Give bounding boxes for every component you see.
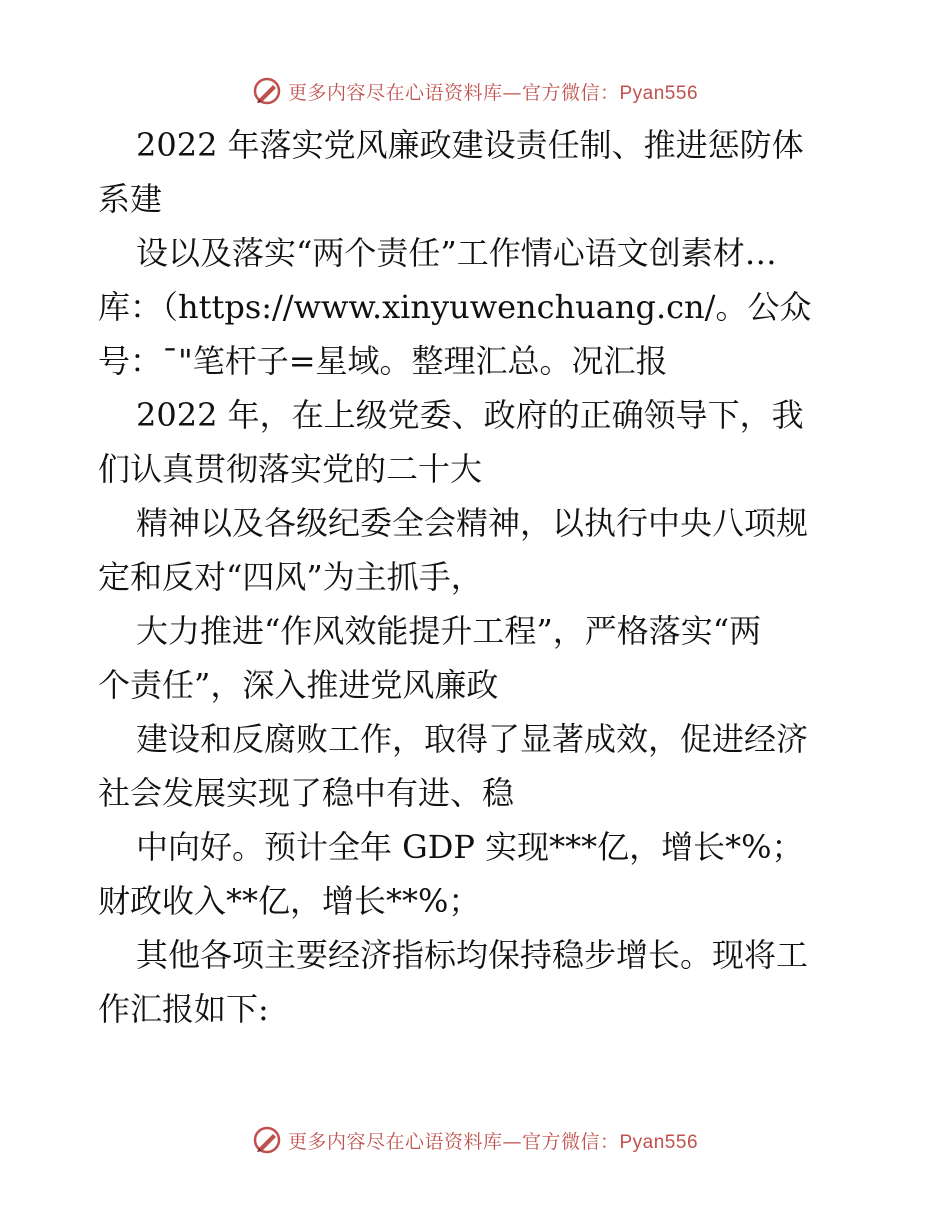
text-line: 精神以及各级纪委全会精神，以执行中央八项规	[136, 504, 809, 542]
watermark-text	[288, 1127, 698, 1154]
watermark-dash: —	[502, 1130, 522, 1153]
text-line: 中向好。预计全年 GDP 实现***亿，增长*%；	[136, 828, 804, 866]
text-line: 设以及落实“两个责任”工作情心语文创素材…	[136, 234, 777, 272]
text-line: 财政收入**亿，增长**%；	[98, 882, 481, 920]
watermark-wechat-id: Pyan556	[619, 82, 699, 104]
text-line: 其他各项主要经济指标均保持稳步增长。现将工	[136, 936, 809, 974]
text-line: 定和反对“四风”为主抓手，	[98, 558, 483, 596]
text-line: 2022 年，在上级党委、政府的正确领导下，我	[136, 396, 804, 434]
watermark-wechat-label: 官方微信：	[521, 81, 620, 104]
watermark-dash: —	[502, 81, 522, 104]
text-line: 们认真贯彻落实党的二十大	[98, 450, 483, 488]
watermark-site-text: 更多内容尽在心语资料库	[287, 81, 503, 104]
pen-logo-icon	[252, 1125, 282, 1155]
pen-logo-icon	[252, 76, 282, 106]
watermark-banner-bottom	[0, 1120, 950, 1160]
text-line: 库：（https://www.xinyuwenchuang.cn/。公众	[98, 288, 812, 326]
text-line: 系建	[98, 180, 163, 218]
watermark-banner-top	[0, 71, 950, 111]
text-line: 大力推进“作风效能提升工程”，严格落实“两	[136, 612, 762, 650]
watermark-text	[288, 78, 698, 105]
text-line: 个责任”，深入推进党风廉政	[98, 666, 499, 704]
watermark-wechat-label: 官方微信：	[521, 1130, 620, 1153]
text-line: 号：¯"笔杆子=星域。整理汇总。况汇报	[98, 342, 668, 380]
text-line: 建设和反腐败工作，取得了显著成效，促进经济	[136, 720, 809, 758]
document-body	[98, 118, 858, 1036]
text-line: 作汇报如下:	[98, 990, 269, 1028]
watermark-site-text: 更多内容尽在心语资料库	[287, 1130, 503, 1153]
text-line: 2022 年落实党风廉政建设责任制、推进惩防体	[136, 126, 804, 164]
watermark-wechat-id: Pyan556	[619, 1131, 699, 1153]
text-line: 社会发展实现了稳中有进、稳	[98, 774, 515, 812]
